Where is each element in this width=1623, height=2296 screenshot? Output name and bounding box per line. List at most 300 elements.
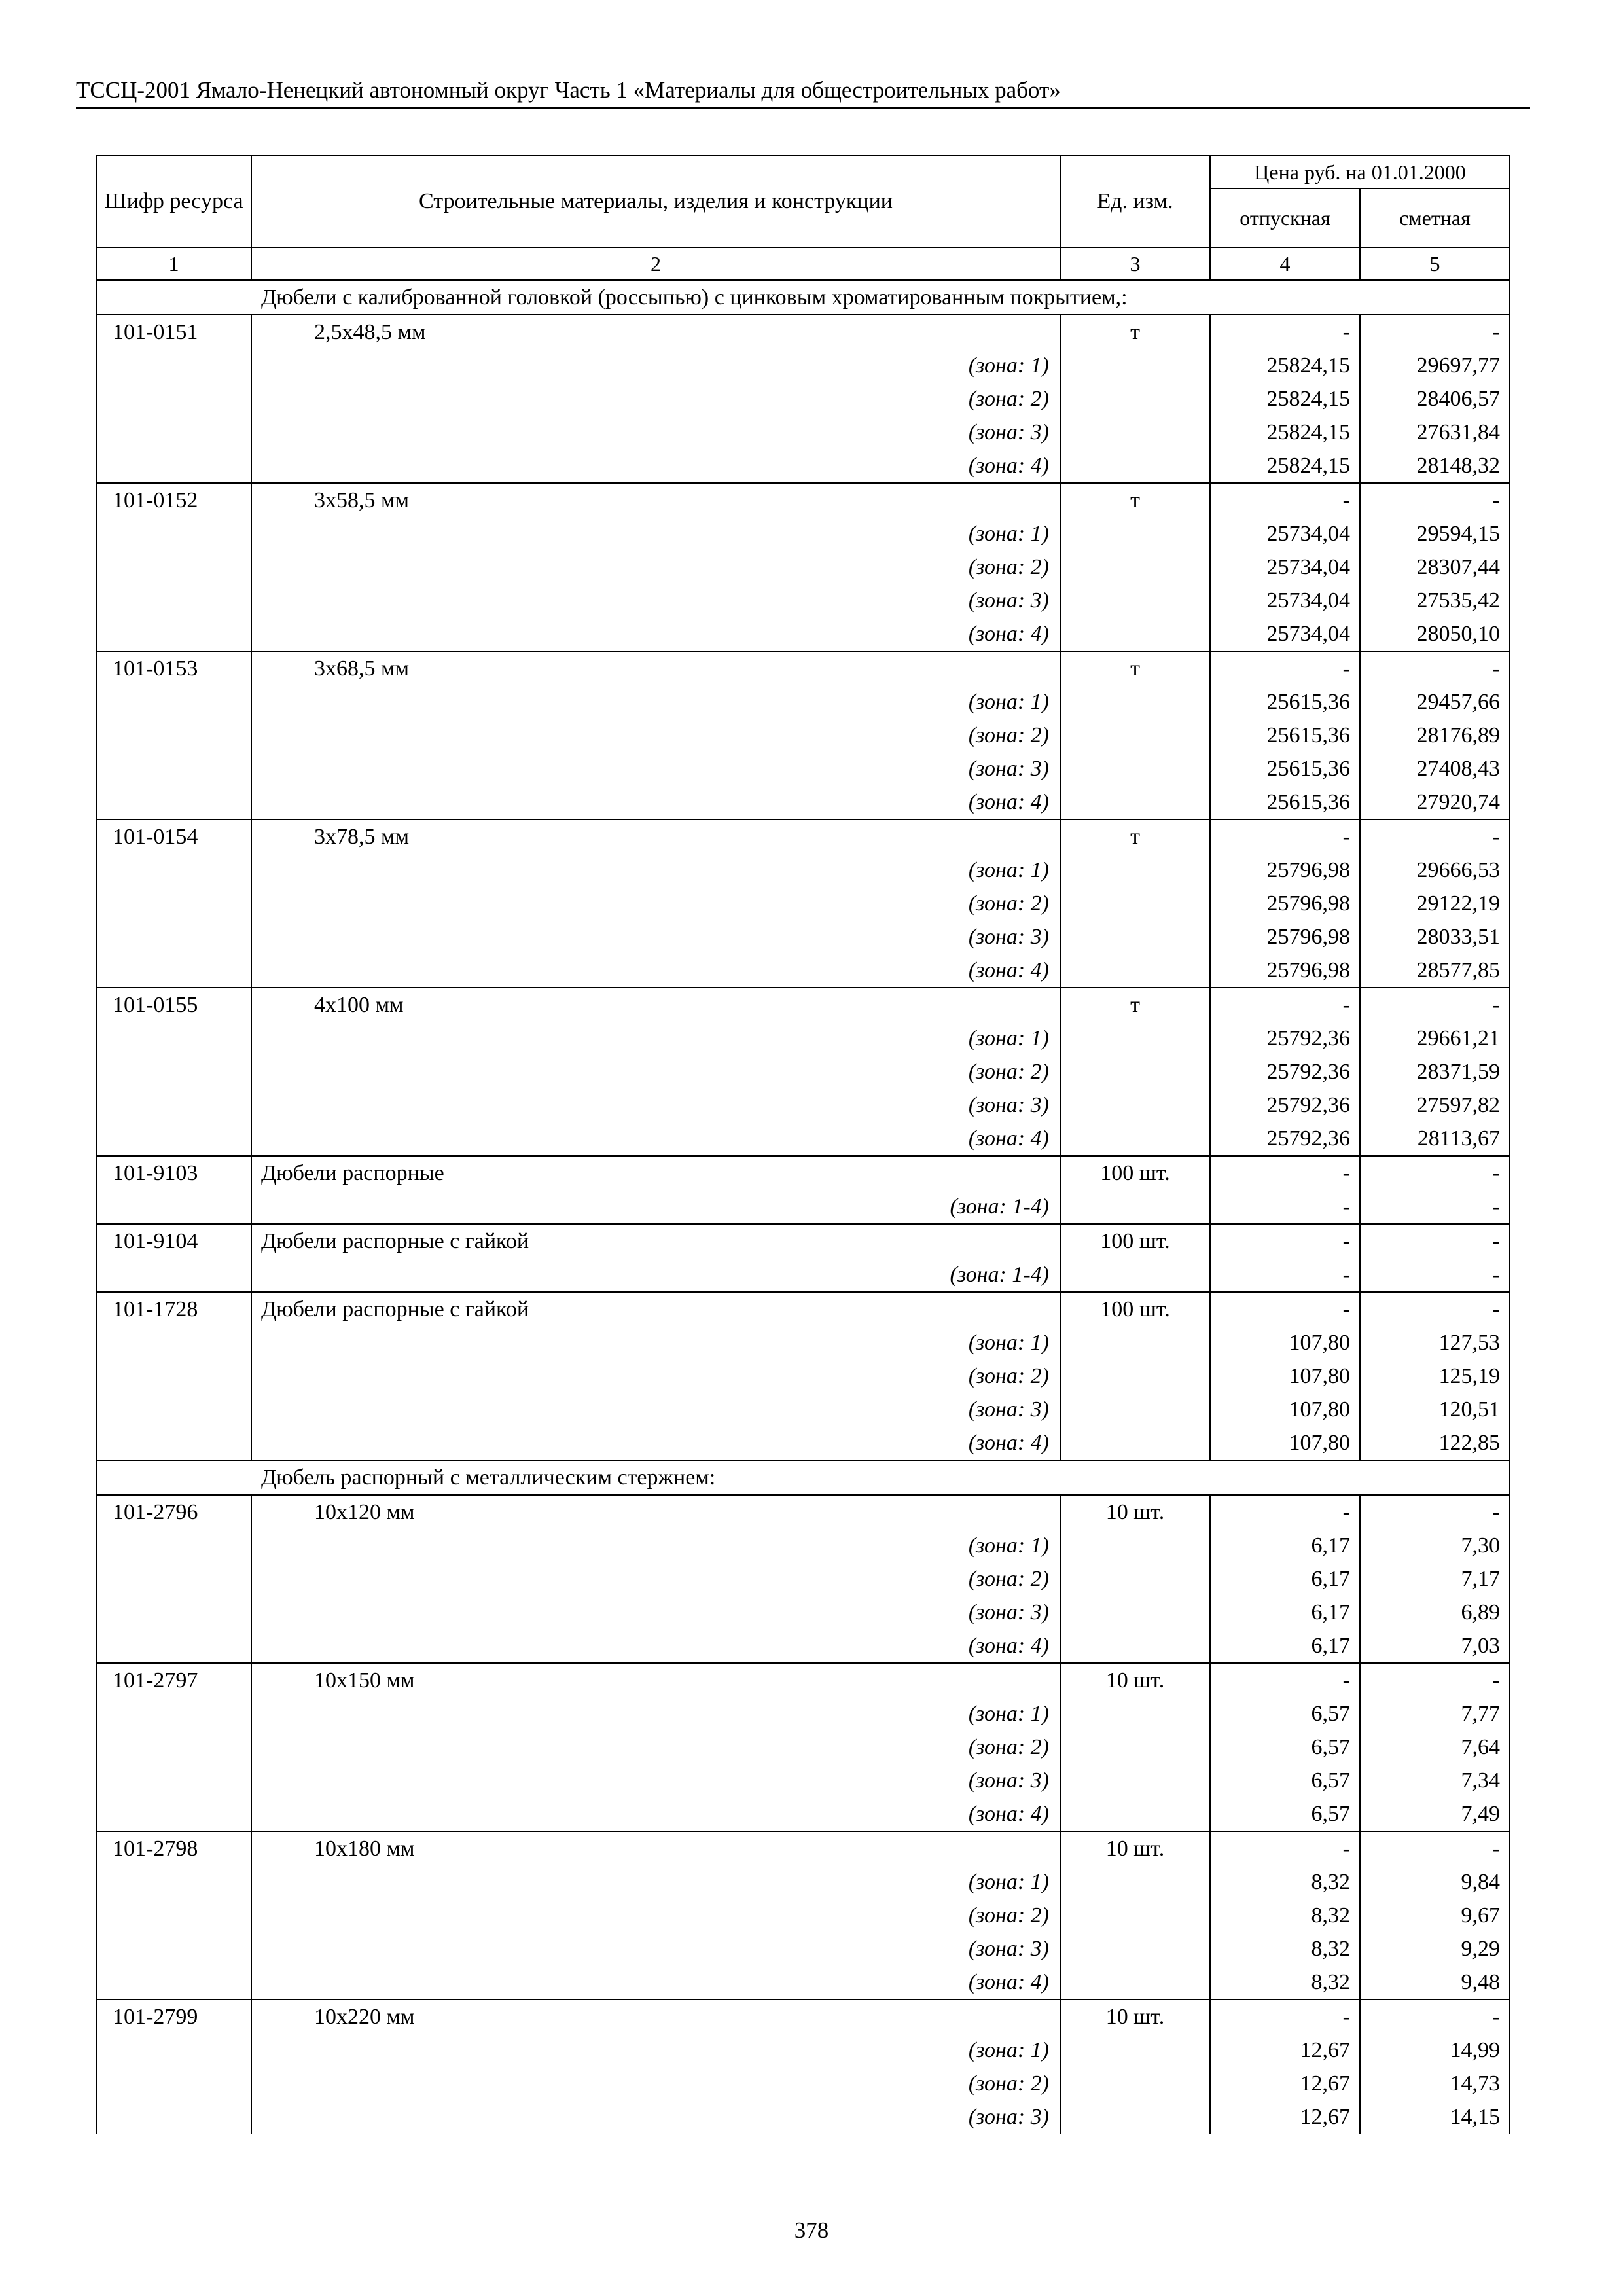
resource-code: 101-0152	[96, 483, 251, 517]
unit-empty	[1060, 617, 1210, 651]
zone-row	[96, 719, 1510, 752]
release-price: 8,32	[1210, 1965, 1360, 2000]
page-header: ТССЦ-2001 Ямало-Ненецкий автономный округ Часть 1 «Материалы для общестроительных работ»	[76, 76, 1530, 109]
resource-code-empty	[96, 1731, 251, 1764]
zone-row	[96, 1326, 1510, 1359]
unit-empty	[1060, 920, 1210, 954]
table-head	[96, 156, 1510, 280]
unit-of-measure: т	[1060, 483, 1210, 517]
release-price: 8,32	[1210, 1932, 1360, 1965]
release-price: 6,17	[1210, 1562, 1360, 1596]
estimate-price: 29666,53	[1360, 853, 1510, 887]
zone-row	[96, 449, 1510, 483]
resource-code-empty	[96, 1190, 251, 1224]
table-row	[96, 1292, 1510, 1326]
resource-code-empty	[96, 550, 251, 584]
unit-of-measure: т	[1060, 819, 1210, 853]
estimate-price: 7,30	[1360, 1529, 1510, 1562]
zone-label: (зона: 3)	[251, 1088, 1060, 1122]
zone-row	[96, 1088, 1510, 1122]
zone-row	[96, 2034, 1510, 2067]
release-price: 25734,04	[1210, 550, 1360, 584]
column-header-price-group: Цена руб. на 01.01.2000	[1210, 156, 1510, 188]
estimate-price: 7,49	[1360, 1797, 1510, 1831]
unit-empty	[1060, 416, 1210, 449]
column-number: 5	[1360, 247, 1510, 280]
estimate-price: 28371,59	[1360, 1055, 1510, 1088]
resource-code-empty	[96, 752, 251, 785]
release-price: 25796,98	[1210, 887, 1360, 920]
unit-empty	[1060, 2034, 1210, 2067]
resource-code: 101-1728	[96, 1292, 251, 1326]
zone-row	[96, 853, 1510, 887]
resource-code: 101-9104	[96, 1224, 251, 1258]
estimate-price: -	[1360, 1224, 1510, 1258]
zone-row	[96, 1764, 1510, 1797]
zone-row	[96, 1865, 1510, 1899]
material-name: 10x120 мм	[251, 1495, 1060, 1529]
release-price: 12,67	[1210, 2067, 1360, 2100]
unit-empty	[1060, 1731, 1210, 1764]
resource-code-empty	[96, 1865, 251, 1899]
resource-code-empty	[96, 1326, 251, 1359]
zone-row	[96, 685, 1510, 719]
unit-empty	[1060, 1022, 1210, 1055]
release-price: -	[1210, 1831, 1360, 1865]
resource-code-empty	[96, 617, 251, 651]
estimate-price: 28050,10	[1360, 617, 1510, 651]
table-row	[96, 2000, 1510, 2034]
unit-empty	[1060, 1190, 1210, 1224]
estimate-price: 28577,85	[1360, 954, 1510, 988]
zone-label: (зона: 4)	[251, 785, 1060, 819]
resource-code-empty	[96, 1965, 251, 2000]
resource-code-empty	[96, 1596, 251, 1629]
release-price: 6,57	[1210, 1797, 1360, 1831]
unit-empty	[1060, 1529, 1210, 1562]
material-name: 4x100 мм	[251, 988, 1060, 1022]
zone-label: (зона: 4)	[251, 1426, 1060, 1460]
price-table-container	[96, 155, 1510, 2134]
release-price: -	[1210, 988, 1360, 1022]
estimate-price: 28148,32	[1360, 449, 1510, 483]
estimate-price: -	[1360, 1663, 1510, 1697]
zone-label: (зона: 3)	[251, 1393, 1060, 1426]
release-price: 6,17	[1210, 1596, 1360, 1629]
zone-label: (зона: 2)	[251, 719, 1060, 752]
estimate-price: 29457,66	[1360, 685, 1510, 719]
release-price: -	[1210, 1224, 1360, 1258]
resource-code: 101-2798	[96, 1831, 251, 1865]
release-price: 6,57	[1210, 1697, 1360, 1731]
resource-code-empty	[96, 1088, 251, 1122]
zone-label: (зона: 4)	[251, 1122, 1060, 1156]
unit-empty	[1060, 887, 1210, 920]
estimate-price: 120,51	[1360, 1393, 1510, 1426]
zone-label: (зона: 4)	[251, 954, 1060, 988]
unit-empty	[1060, 1055, 1210, 1088]
zone-row	[96, 1359, 1510, 1393]
estimate-price: 28033,51	[1360, 920, 1510, 954]
zone-row	[96, 617, 1510, 651]
resource-code-empty	[96, 887, 251, 920]
unit-of-measure: 100 шт.	[1060, 1224, 1210, 1258]
estimate-price: 28176,89	[1360, 719, 1510, 752]
zone-row	[96, 1596, 1510, 1629]
resource-code: 101-0153	[96, 651, 251, 685]
release-price: 6,17	[1210, 1529, 1360, 1562]
unit-of-measure: т	[1060, 988, 1210, 1022]
unit-empty	[1060, 1088, 1210, 1122]
estimate-price: 29697,77	[1360, 349, 1510, 382]
resource-code-empty	[96, 1562, 251, 1596]
estimate-price: 7,77	[1360, 1697, 1510, 1731]
unit-empty	[1060, 1596, 1210, 1629]
table-row	[96, 483, 1510, 517]
zone-label: (зона: 2)	[251, 2067, 1060, 2100]
unit-empty	[1060, 1359, 1210, 1393]
unit-empty	[1060, 1629, 1210, 1663]
zone-label: (зона: 3)	[251, 416, 1060, 449]
zone-label: (зона: 1-4)	[251, 1190, 1060, 1224]
material-name: Дюбели распорные с гайкой	[251, 1224, 1060, 1258]
estimate-price: 27597,82	[1360, 1088, 1510, 1122]
release-price: -	[1210, 651, 1360, 685]
resource-code-empty	[96, 1393, 251, 1426]
group-heading-row	[96, 280, 1510, 315]
zone-label: (зона: 1)	[251, 853, 1060, 887]
unit-empty	[1060, 382, 1210, 416]
zone-row	[96, 2067, 1510, 2100]
table-row	[96, 1224, 1510, 1258]
zone-label: (зона: 1)	[251, 517, 1060, 550]
estimate-price: 7,64	[1360, 1731, 1510, 1764]
zone-label: (зона: 2)	[251, 887, 1060, 920]
material-name: Дюбели распорные	[251, 1156, 1060, 1190]
resource-code-empty	[96, 2100, 251, 2134]
resource-code-empty	[96, 1122, 251, 1156]
estimate-price: -	[1360, 819, 1510, 853]
unit-of-measure: 10 шт.	[1060, 1663, 1210, 1697]
resource-code-empty	[96, 382, 251, 416]
zone-label: (зона: 2)	[251, 550, 1060, 584]
zone-row	[96, 1190, 1510, 1224]
zone-row	[96, 1022, 1510, 1055]
zone-label: (зона: 1)	[251, 1326, 1060, 1359]
table-row	[96, 651, 1510, 685]
zone-row	[96, 416, 1510, 449]
zone-label: (зона: 1)	[251, 1865, 1060, 1899]
resource-code-empty	[96, 449, 251, 483]
estimate-price: 27631,84	[1360, 416, 1510, 449]
resource-code-empty	[96, 1899, 251, 1932]
release-price: 25796,98	[1210, 853, 1360, 887]
unit-empty	[1060, 752, 1210, 785]
release-price: 12,67	[1210, 2034, 1360, 2067]
zone-row	[96, 382, 1510, 416]
zone-label: (зона: 4)	[251, 1965, 1060, 2000]
release-price: 25796,98	[1210, 920, 1360, 954]
column-number-row	[96, 247, 1510, 280]
resource-code: 101-2797	[96, 1663, 251, 1697]
unit-empty	[1060, 1258, 1210, 1292]
release-price: 25615,36	[1210, 719, 1360, 752]
material-name: 3x78,5 мм	[251, 819, 1060, 853]
release-price: 6,17	[1210, 1629, 1360, 1663]
unit-empty	[1060, 584, 1210, 617]
resource-code-empty	[96, 1359, 251, 1393]
zone-row	[96, 517, 1510, 550]
zone-label: (зона: 3)	[251, 1596, 1060, 1629]
release-price: 107,80	[1210, 1393, 1360, 1426]
unit-of-measure: 10 шт.	[1060, 1831, 1210, 1865]
estimate-price: -	[1360, 483, 1510, 517]
zone-label: (зона: 4)	[251, 1797, 1060, 1831]
group-heading: Дюбели с калиброванной головкой (россыпью) с цинковым хроматированным покрытием,:	[96, 280, 1510, 315]
table-row	[96, 315, 1510, 349]
resource-code: 101-9103	[96, 1156, 251, 1190]
release-price: -	[1210, 483, 1360, 517]
zone-label: (зона: 3)	[251, 584, 1060, 617]
unit-empty	[1060, 517, 1210, 550]
zone-row	[96, 752, 1510, 785]
release-price: -	[1210, 1292, 1360, 1326]
resource-code-empty	[96, 920, 251, 954]
column-header-name: Строительные материалы, изделия и конструкции	[251, 156, 1060, 247]
unit-empty	[1060, 1797, 1210, 1831]
resource-code-empty	[96, 954, 251, 988]
page-number: 378	[794, 2217, 829, 2243]
estimate-price: 7,03	[1360, 1629, 1510, 1663]
resource-code-empty	[96, 1797, 251, 1831]
zone-label: (зона: 4)	[251, 1629, 1060, 1663]
release-price: 107,80	[1210, 1326, 1360, 1359]
resource-code-empty	[96, 1697, 251, 1731]
zone-row	[96, 1731, 1510, 1764]
column-number: 2	[251, 247, 1060, 280]
release-price: 25824,15	[1210, 449, 1360, 483]
zone-row	[96, 550, 1510, 584]
unit-empty	[1060, 1899, 1210, 1932]
zone-label: (зона: 4)	[251, 617, 1060, 651]
release-price: 107,80	[1210, 1359, 1360, 1393]
column-number: 3	[1060, 247, 1210, 280]
estimate-price: -	[1360, 1258, 1510, 1292]
estimate-price: 6,89	[1360, 1596, 1510, 1629]
zone-label: (зона: 1)	[251, 349, 1060, 382]
zone-row	[96, 1122, 1510, 1156]
unit-of-measure: 100 шт.	[1060, 1156, 1210, 1190]
unit-empty	[1060, 853, 1210, 887]
zone-row	[96, 1697, 1510, 1731]
unit-empty	[1060, 1865, 1210, 1899]
resource-code-empty	[96, 785, 251, 819]
zone-label: (зона: 3)	[251, 752, 1060, 785]
column-number: 4	[1210, 247, 1360, 280]
zone-row	[96, 1258, 1510, 1292]
unit-empty	[1060, 954, 1210, 988]
zone-row	[96, 1055, 1510, 1088]
unit-empty	[1060, 1562, 1210, 1596]
zone-label: (зона: 2)	[251, 1359, 1060, 1393]
release-price: 25615,36	[1210, 752, 1360, 785]
estimate-price: 7,34	[1360, 1764, 1510, 1797]
estimate-price: -	[1360, 988, 1510, 1022]
estimate-price: 127,53	[1360, 1326, 1510, 1359]
unit-empty	[1060, 1965, 1210, 2000]
release-price: 25792,36	[1210, 1055, 1360, 1088]
estimate-price: 29661,21	[1360, 1022, 1510, 1055]
resource-code: 101-2796	[96, 1495, 251, 1529]
zone-row	[96, 1529, 1510, 1562]
zone-label: (зона: 1-4)	[251, 1258, 1060, 1292]
unit-empty	[1060, 1426, 1210, 1460]
estimate-price: 28113,67	[1360, 1122, 1510, 1156]
release-price: 25824,15	[1210, 349, 1360, 382]
column-header-release-price: отпускная	[1210, 188, 1360, 247]
resource-code-empty	[96, 584, 251, 617]
unit-of-measure: т	[1060, 315, 1210, 349]
estimate-price: 7,17	[1360, 1562, 1510, 1596]
release-price: 12,67	[1210, 2100, 1360, 2134]
release-price: 107,80	[1210, 1426, 1360, 1460]
release-price: 25734,04	[1210, 584, 1360, 617]
zone-label: (зона: 2)	[251, 1731, 1060, 1764]
estimate-price: 29122,19	[1360, 887, 1510, 920]
estimate-price: 9,67	[1360, 1899, 1510, 1932]
table-body	[96, 280, 1510, 2134]
release-price: -	[1210, 315, 1360, 349]
estimate-price: 27535,42	[1360, 584, 1510, 617]
estimate-price: 27920,74	[1360, 785, 1510, 819]
column-header-estimate-price: сметная	[1360, 188, 1510, 247]
resource-code-empty	[96, 719, 251, 752]
table-row	[96, 819, 1510, 853]
zone-row	[96, 349, 1510, 382]
unit-empty	[1060, 550, 1210, 584]
price-table	[96, 155, 1510, 2134]
zone-row	[96, 1932, 1510, 1965]
zone-row	[96, 887, 1510, 920]
estimate-price: 9,84	[1360, 1865, 1510, 1899]
table-row	[96, 988, 1510, 1022]
zone-label: (зона: 3)	[251, 1764, 1060, 1797]
material-name: 2,5x48,5 мм	[251, 315, 1060, 349]
unit-empty	[1060, 785, 1210, 819]
resource-code-empty	[96, 853, 251, 887]
unit-of-measure: 10 шт.	[1060, 2000, 1210, 2034]
unit-empty	[1060, 2067, 1210, 2100]
estimate-price: -	[1360, 1292, 1510, 1326]
release-price: 6,57	[1210, 1731, 1360, 1764]
zone-row	[96, 1899, 1510, 1932]
release-price: 25796,98	[1210, 954, 1360, 988]
table-row	[96, 1495, 1510, 1529]
zone-label: (зона: 3)	[251, 920, 1060, 954]
resource-code-empty	[96, 2067, 251, 2100]
resource-code: 101-0151	[96, 315, 251, 349]
material-name: 10x220 мм	[251, 2000, 1060, 2034]
estimate-price: 14,73	[1360, 2067, 1510, 2100]
zone-label: (зона: 1)	[251, 1529, 1060, 1562]
material-name: 3x58,5 мм	[251, 483, 1060, 517]
resource-code-empty	[96, 2034, 251, 2067]
unit-empty	[1060, 1764, 1210, 1797]
estimate-price: 9,48	[1360, 1965, 1510, 2000]
estimate-price: 125,19	[1360, 1359, 1510, 1393]
zone-label: (зона: 1)	[251, 2034, 1060, 2067]
zone-row	[96, 1393, 1510, 1426]
unit-empty	[1060, 449, 1210, 483]
estimate-price: 28406,57	[1360, 382, 1510, 416]
resource-code-empty	[96, 1426, 251, 1460]
estimate-price: -	[1360, 1156, 1510, 1190]
release-price: 25615,36	[1210, 685, 1360, 719]
zone-label: (зона: 1)	[251, 1697, 1060, 1731]
estimate-price: 27408,43	[1360, 752, 1510, 785]
estimate-price: -	[1360, 651, 1510, 685]
estimate-price: -	[1360, 1495, 1510, 1529]
estimate-price: 9,29	[1360, 1932, 1510, 1965]
table-row	[96, 1663, 1510, 1697]
zone-label: (зона: 1)	[251, 685, 1060, 719]
estimate-price: -	[1360, 1190, 1510, 1224]
resource-code-empty	[96, 517, 251, 550]
zone-row	[96, 1562, 1510, 1596]
resource-code-empty	[96, 1629, 251, 1663]
release-price: 6,57	[1210, 1764, 1360, 1797]
estimate-price: 122,85	[1360, 1426, 1510, 1460]
release-price: 25792,36	[1210, 1022, 1360, 1055]
unit-empty	[1060, 1326, 1210, 1359]
resource-code: 101-0154	[96, 819, 251, 853]
estimate-price: 14,99	[1360, 2034, 1510, 2067]
release-price: 8,32	[1210, 1865, 1360, 1899]
resource-code-empty	[96, 1764, 251, 1797]
estimate-price: 14,15	[1360, 2100, 1510, 2134]
zone-label: (зона: 4)	[251, 449, 1060, 483]
group-heading-row	[96, 1460, 1510, 1495]
resource-code-empty	[96, 416, 251, 449]
column-header-unit: Ед. изм.	[1060, 156, 1210, 247]
resource-code: 101-2799	[96, 2000, 251, 2034]
zone-row	[96, 584, 1510, 617]
resource-code: 101-0155	[96, 988, 251, 1022]
unit-empty	[1060, 1122, 1210, 1156]
unit-of-measure: 10 шт.	[1060, 1495, 1210, 1529]
release-price: -	[1210, 1495, 1360, 1529]
zone-row	[96, 1965, 1510, 2000]
resource-code-empty	[96, 349, 251, 382]
release-price: 8,32	[1210, 1899, 1360, 1932]
material-name: 10x180 мм	[251, 1831, 1060, 1865]
material-name: Дюбели распорные с гайкой	[251, 1292, 1060, 1326]
release-price: -	[1210, 1190, 1360, 1224]
zone-row	[96, 954, 1510, 988]
release-price: 25615,36	[1210, 785, 1360, 819]
zone-label: (зона: 3)	[251, 2100, 1060, 2134]
unit-empty	[1060, 1932, 1210, 1965]
table-row	[96, 1831, 1510, 1865]
resource-code-empty	[96, 685, 251, 719]
resource-code-empty	[96, 1258, 251, 1292]
resource-code-empty	[96, 1932, 251, 1965]
release-price: -	[1210, 1258, 1360, 1292]
zone-row	[96, 1629, 1510, 1663]
resource-code-empty	[96, 1055, 251, 1088]
zone-label: (зона: 2)	[251, 1055, 1060, 1088]
table-row	[96, 1156, 1510, 1190]
